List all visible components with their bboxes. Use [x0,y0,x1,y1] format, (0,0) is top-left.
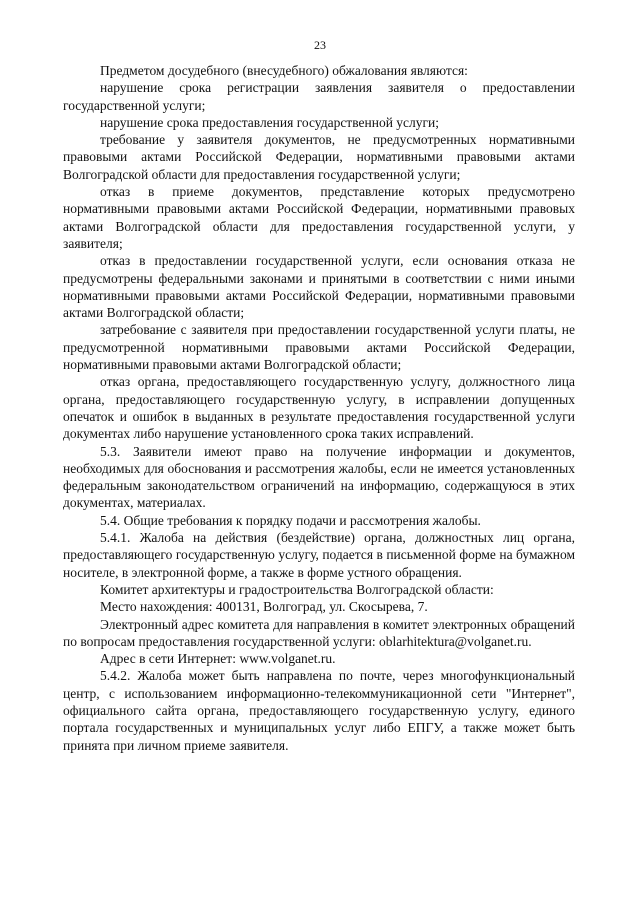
paragraph-service-term-violation: нарушение срока предоставления государственной услуги; [100,114,440,130]
paragraph-registration-violation: нарушение срока регистрации заявления заявителя о предоставлении государственной услуги; [63,80,575,113]
paragraph-committee-name: Комитет архитектуры и градостроительства Волгоградской области: [100,581,494,597]
paragraph-correction-refusal: отказ органа, предоставляющего государственную услугу, должностного лица органа, предоставляющего государственную услугу, в исправлении допущенных опечаток и ошибок в выданных в результате предоставления государственной услуги документах либо нарушение установленного срока таких исправлений. [63,374,575,442]
paragraph-documents-requirement: требование у заявителя документов, не предусмотренных нормативными правовыми актами Российской Федерации, нормативными правовыми актами Волгоградской области для предоставления государственной услуги; [63,132,575,182]
document-body [63,62,575,754]
paragraph-refusal-acceptance: отказ в приеме документов, представление которых предусмотрено нормативными правовыми актами Российской Федерации, нормативными правовых актами Волгоградской области для предоставления государственной услуги, у заявителя; [63,184,575,251]
page-number: 23 [314,38,326,52]
paragraph-5-3: 5.3. Заявители имеют право на получение информации и документов, необходимых для обоснования и рассмотрения жалобы, если не имеется установленных федеральным законодательством ограничений на информацию, содержащуюся в этих документах, материалах. [63,443,575,511]
paragraph-5-4-2: 5.4.2. Жалоба может быть направлена по почте, через многофункциональный центр, с использованием информационно-телекоммуникационной сети "Интернет", официального сайта органа, предоставляющего государственную услугу, единого портала государственных и муниципальных услуг либо ЕПГУ, а также может быть принята при личном приеме заявителя. [63,668,575,753]
paragraph-fee-demand: затребование с заявителя при предоставлении государственной услуги платы, не предусмотренной нормативными правовыми актами Российской Федерации, нормативными правовыми актами Волгоградской области; [63,322,575,373]
paragraph-refusal-service: отказ в предоставлении государственной услуги, если основания отказа не предусмотрены федеральными законами и принятыми в соответствии с ними иными нормативными правовыми актами Российской Федерации, нормативными правовыми актами Волгоградской области; [63,253,575,321]
paragraph-committee-location: Место нахождения: 400131, Волгоград, ул. Скосырева, 7. [100,599,428,615]
paragraph-5-4-1: 5.4.1. Жалоба на действия (бездействие) органа, должностных лиц органа, предоставляющего государственную услугу, подается в письменной форме на бумажном носителе, в электронной форме, а также в форме устного обращения. [63,530,575,580]
paragraph-website: Адрес в сети Интернет: www.volganet.ru. [100,651,336,667]
paragraph-5-4: 5.4. Общие требования к порядку подачи и рассмотрения жалобы. [100,512,481,528]
paragraph-intro: Предметом досудебного (внесудебного) обжалования являются: [100,63,468,78]
paragraph-committee-email: Электронный адрес комитета для направления в комитет электронных обращений по вопросам предоставления государственной услуги: oblarhitektura@volganet.ru. [63,616,575,649]
